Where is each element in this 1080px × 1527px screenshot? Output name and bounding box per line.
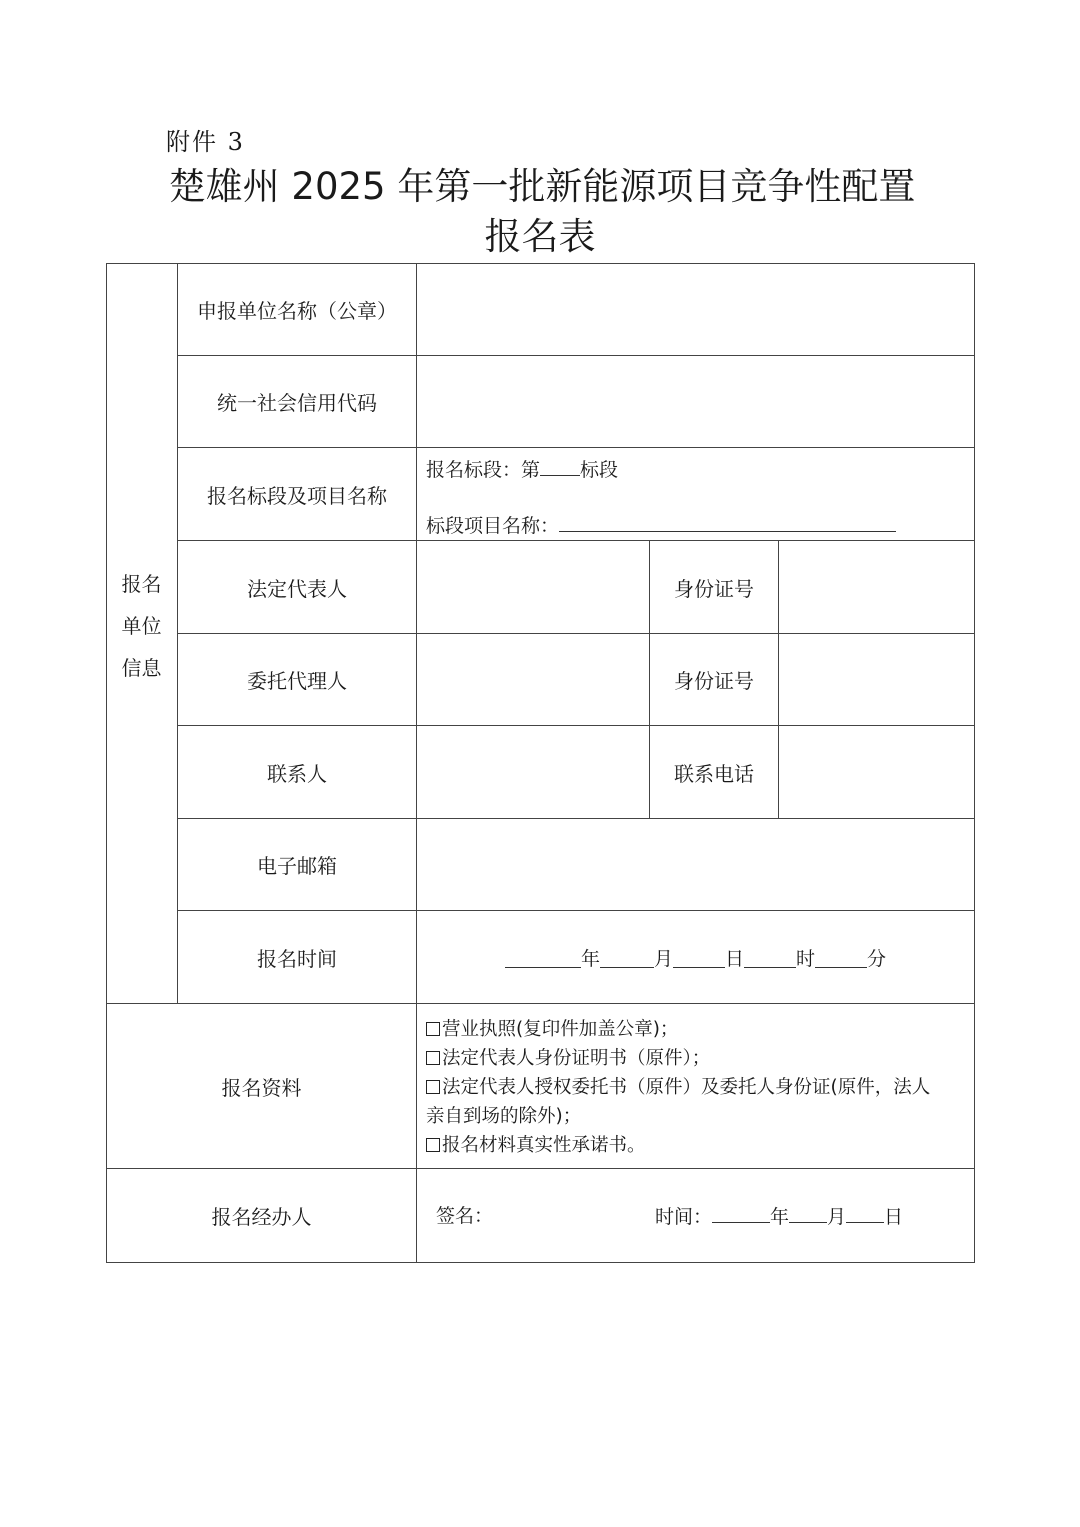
agent-id-field[interactable] (779, 634, 974, 725)
handler-day-field[interactable] (846, 1201, 884, 1223)
agent-id-label: 身份证号 (674, 669, 754, 693)
materials-checklist (426, 1015, 966, 1160)
month-unit: 月 (827, 1205, 847, 1228)
credit-code-field[interactable] (417, 356, 974, 447)
legal-rep-field[interactable] (417, 541, 649, 633)
checkbox[interactable] (426, 1138, 440, 1152)
material-item (426, 1015, 966, 1044)
handler-year-field[interactable] (712, 1201, 770, 1223)
handler-label: 报名经办人 (211, 1205, 312, 1229)
contact-phone-field[interactable] (779, 726, 974, 818)
minute-field[interactable] (815, 946, 867, 968)
legal-rep-label: 法定代表人 (247, 576, 347, 601)
signature-label: 签名： (436, 1205, 494, 1227)
material-text: 法定代表人身份证明书（原件）； (442, 1048, 711, 1069)
month-field[interactable] (600, 946, 654, 968)
handler-month-field[interactable] (789, 1201, 827, 1223)
checkbox[interactable] (426, 1022, 440, 1036)
section-label-unit-info (106, 563, 177, 689)
material-text: 营业执照(复印件加盖公章)； (442, 1019, 679, 1040)
agent-field[interactable] (417, 634, 649, 725)
contact-label: 联系人 (267, 761, 327, 786)
section-number-field[interactable] (540, 454, 580, 476)
checkbox[interactable] (426, 1080, 440, 1094)
section-label-line: 单位 (121, 614, 162, 638)
unit-name-label: 申报单位名称（公章） (197, 299, 397, 323)
material-item (426, 1073, 966, 1102)
year-unit: 年 (770, 1205, 790, 1228)
document-subtitle: 报名表 (484, 215, 596, 258)
day-unit: 日 (884, 1205, 904, 1228)
contact-phone-label: 联系电话 (674, 761, 754, 786)
reg-time-label: 报名时间 (257, 946, 337, 971)
year-unit: 年 (580, 947, 600, 970)
handler-time (655, 1201, 903, 1229)
section-project-label: 报名标段及项目名称 (207, 483, 387, 508)
unit-name-field[interactable] (417, 264, 974, 355)
material-text: 法定代表人授权委托书（原件）及委托人身份证(原件，法人 (442, 1077, 931, 1098)
section-label-line: 报名 (121, 572, 162, 596)
material-item (426, 1131, 966, 1160)
legal-rep-id-field[interactable] (779, 541, 974, 633)
attachment-label: 附件 3 (166, 128, 245, 156)
hour-field[interactable] (744, 946, 796, 968)
table-border-bottom (106, 1262, 975, 1263)
registration-form-table (106, 263, 974, 1262)
material-item (426, 1044, 966, 1073)
title-line-1: 楚雄州 2025 年第一批新能源项目竞争性配置 (168, 165, 916, 208)
agent-label: 委托代理人 (247, 669, 347, 693)
time-label: 时间： (655, 1205, 713, 1228)
section-suffix: 标段 (580, 458, 619, 481)
email-label: 电子邮箱 (257, 854, 337, 878)
year-field[interactable] (505, 946, 581, 968)
material-text: 报名材料真实性承诺书。 (442, 1135, 646, 1156)
checkbox[interactable] (426, 1051, 440, 1065)
project-name-label: 标段项目名称： (426, 514, 560, 537)
section-number-line (426, 454, 618, 482)
email-field[interactable] (417, 819, 974, 910)
day-field[interactable] (673, 946, 725, 968)
minute-unit: 分 (867, 947, 887, 970)
materials-label: 报名资料 (221, 1075, 302, 1100)
contact-field[interactable] (417, 726, 649, 818)
reg-time-field (417, 911, 974, 1003)
table-border-right (974, 263, 975, 1262)
document-title (0, 164, 1080, 210)
section-label-line: 信息 (121, 656, 162, 680)
hour-unit: 时 (796, 947, 816, 970)
day-unit: 日 (724, 947, 744, 970)
project-name-line (426, 510, 896, 538)
material-item-continuation: 亲自到场的除外)； (426, 1106, 582, 1127)
project-name-field[interactable] (559, 510, 896, 532)
section-prefix: 报名标段：第 (426, 458, 541, 481)
month-unit: 月 (653, 947, 673, 970)
legal-rep-id-label: 身份证号 (674, 576, 754, 601)
credit-code-label: 统一社会信用代码 (217, 391, 377, 415)
signature-field[interactable] (526, 1193, 646, 1229)
